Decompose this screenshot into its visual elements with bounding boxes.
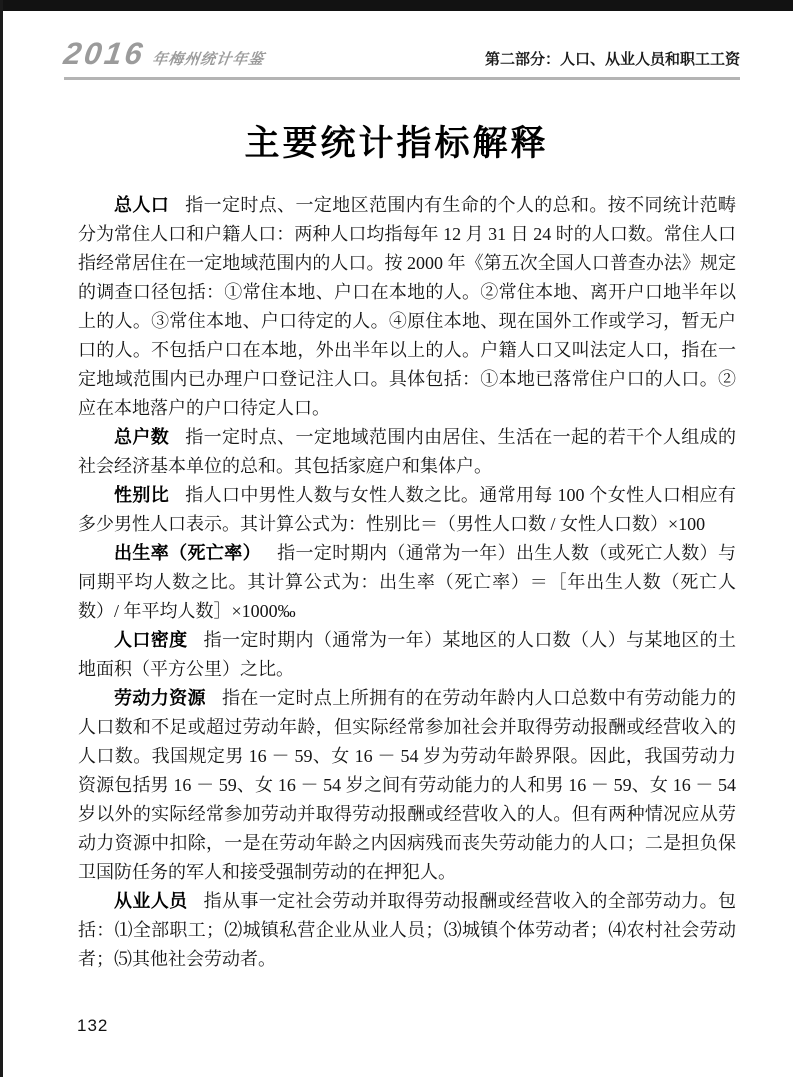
yearbook-logo [61,36,267,72]
definition-paragraph [78,191,736,423]
definition-paragraph [78,423,736,481]
logo-suffix: 年梅州统计年鉴 [151,51,266,68]
term-definition: 指在一定时点上所拥有的在劳动年龄内人口总数中有劳动能力的人口数和不足或超过劳动年龄，但实际经常参加社会并取得劳动报酬或经营收入的人口数。我国规定男 16 － 59、女 16 － 54 岁为劳动年龄界限。因此，我国劳动力资源包括男 16 － 59、女 16 － 54 岁之间有劳动能力的人和男 16 － 59、女 16 － 54 岁以外的实际经常参加劳动并取得劳动报酬或经营收入的人。但有两种情况应从劳动力资源中扣除，一是在劳动年龄之内因病残而丧失劳动能力的人口；二是担负保卫国防任务的军人和接受强制劳动的在押犯人。 [78,688,737,882]
definition-paragraph [78,887,736,974]
page-header [61,36,740,80]
definition-paragraph [78,481,736,539]
document-body [78,191,736,974]
term-definition: 指一定时期内（通常为一年）某地区的人口数（人）与某地区的土地面积（平方公里）之比。 [78,630,737,679]
term-label: 从业人员 [114,891,188,911]
section-title: 第二部分：人口、从业人员和职工工资 [484,51,740,68]
term-definition: 指一定时点、一定地区范围内有生命的个人的总和。按不同统计范畴分为常住人口和户籍人口：两种人口均指每年 12 月 31 日 24 时的人口数。常住人口指经常居住在一定地域范围内的人口。按 2000 年《第五次全国人口普查办法》规定的调查口径包括：①常住本地、户口在本地的人。②常住本地、离开户口地半年以上的人。③常住本地、户口待定的人。④原住本地、现在国外工作或学习，暂无户口的人。不包括户口在本地，外出半年以上的人。户籍人口又叫法定人口，指在一定地域范围内已办理户口登记注人口。具体包括：①本地已落常住户口的人口。②应在本地落户的户口待定人口。 [78,195,736,418]
term-label: 性别比 [114,485,170,505]
logo-year: 2016 [61,36,148,71]
definition-paragraph [78,539,736,626]
term-label: 出生率（死亡率） [114,543,261,563]
term-label: 劳动力资源 [114,688,206,708]
term-definition: 指一定时点、一定地域范围内由居住、生活在一起的若干个人组成的社会经济基本单位的总和。其包括家庭户和集体户。 [78,427,736,476]
term-definition: 指人口中男性人数与女性人数之比。通常用每 100 个女性人口相应有多少男性人口表示。其计算公式为：性别比＝（男性人口数 / 女性人口数）×100 [78,485,736,534]
definition-paragraph [78,684,736,887]
term-label: 总人口 [114,195,170,215]
term-definition: 指从事一定社会劳动并取得劳动报酬或经营收入的全部劳动力。包括：⑴全部职工；⑵城镇私营企业从业人员；⑶城镇个体劳动者；⑷农村社会劳动者；⑸其他社会劳动者。 [78,891,737,969]
page-title: 主要统计指标解释 [244,124,549,163]
page-number: 132 [77,1016,109,1035]
term-label: 总户数 [114,427,170,447]
term-definition: 指一定时期内（通常为一年）出生人数（或死亡人数）与同期平均人数之比。其计算公式为：出生率（死亡率）＝［年出生人数（死亡人数）/ 年平均人数］×1000‰ [78,543,736,621]
scan-edge-top [0,0,793,11]
definition-paragraph [78,626,736,684]
term-label: 人口密度 [114,630,188,650]
